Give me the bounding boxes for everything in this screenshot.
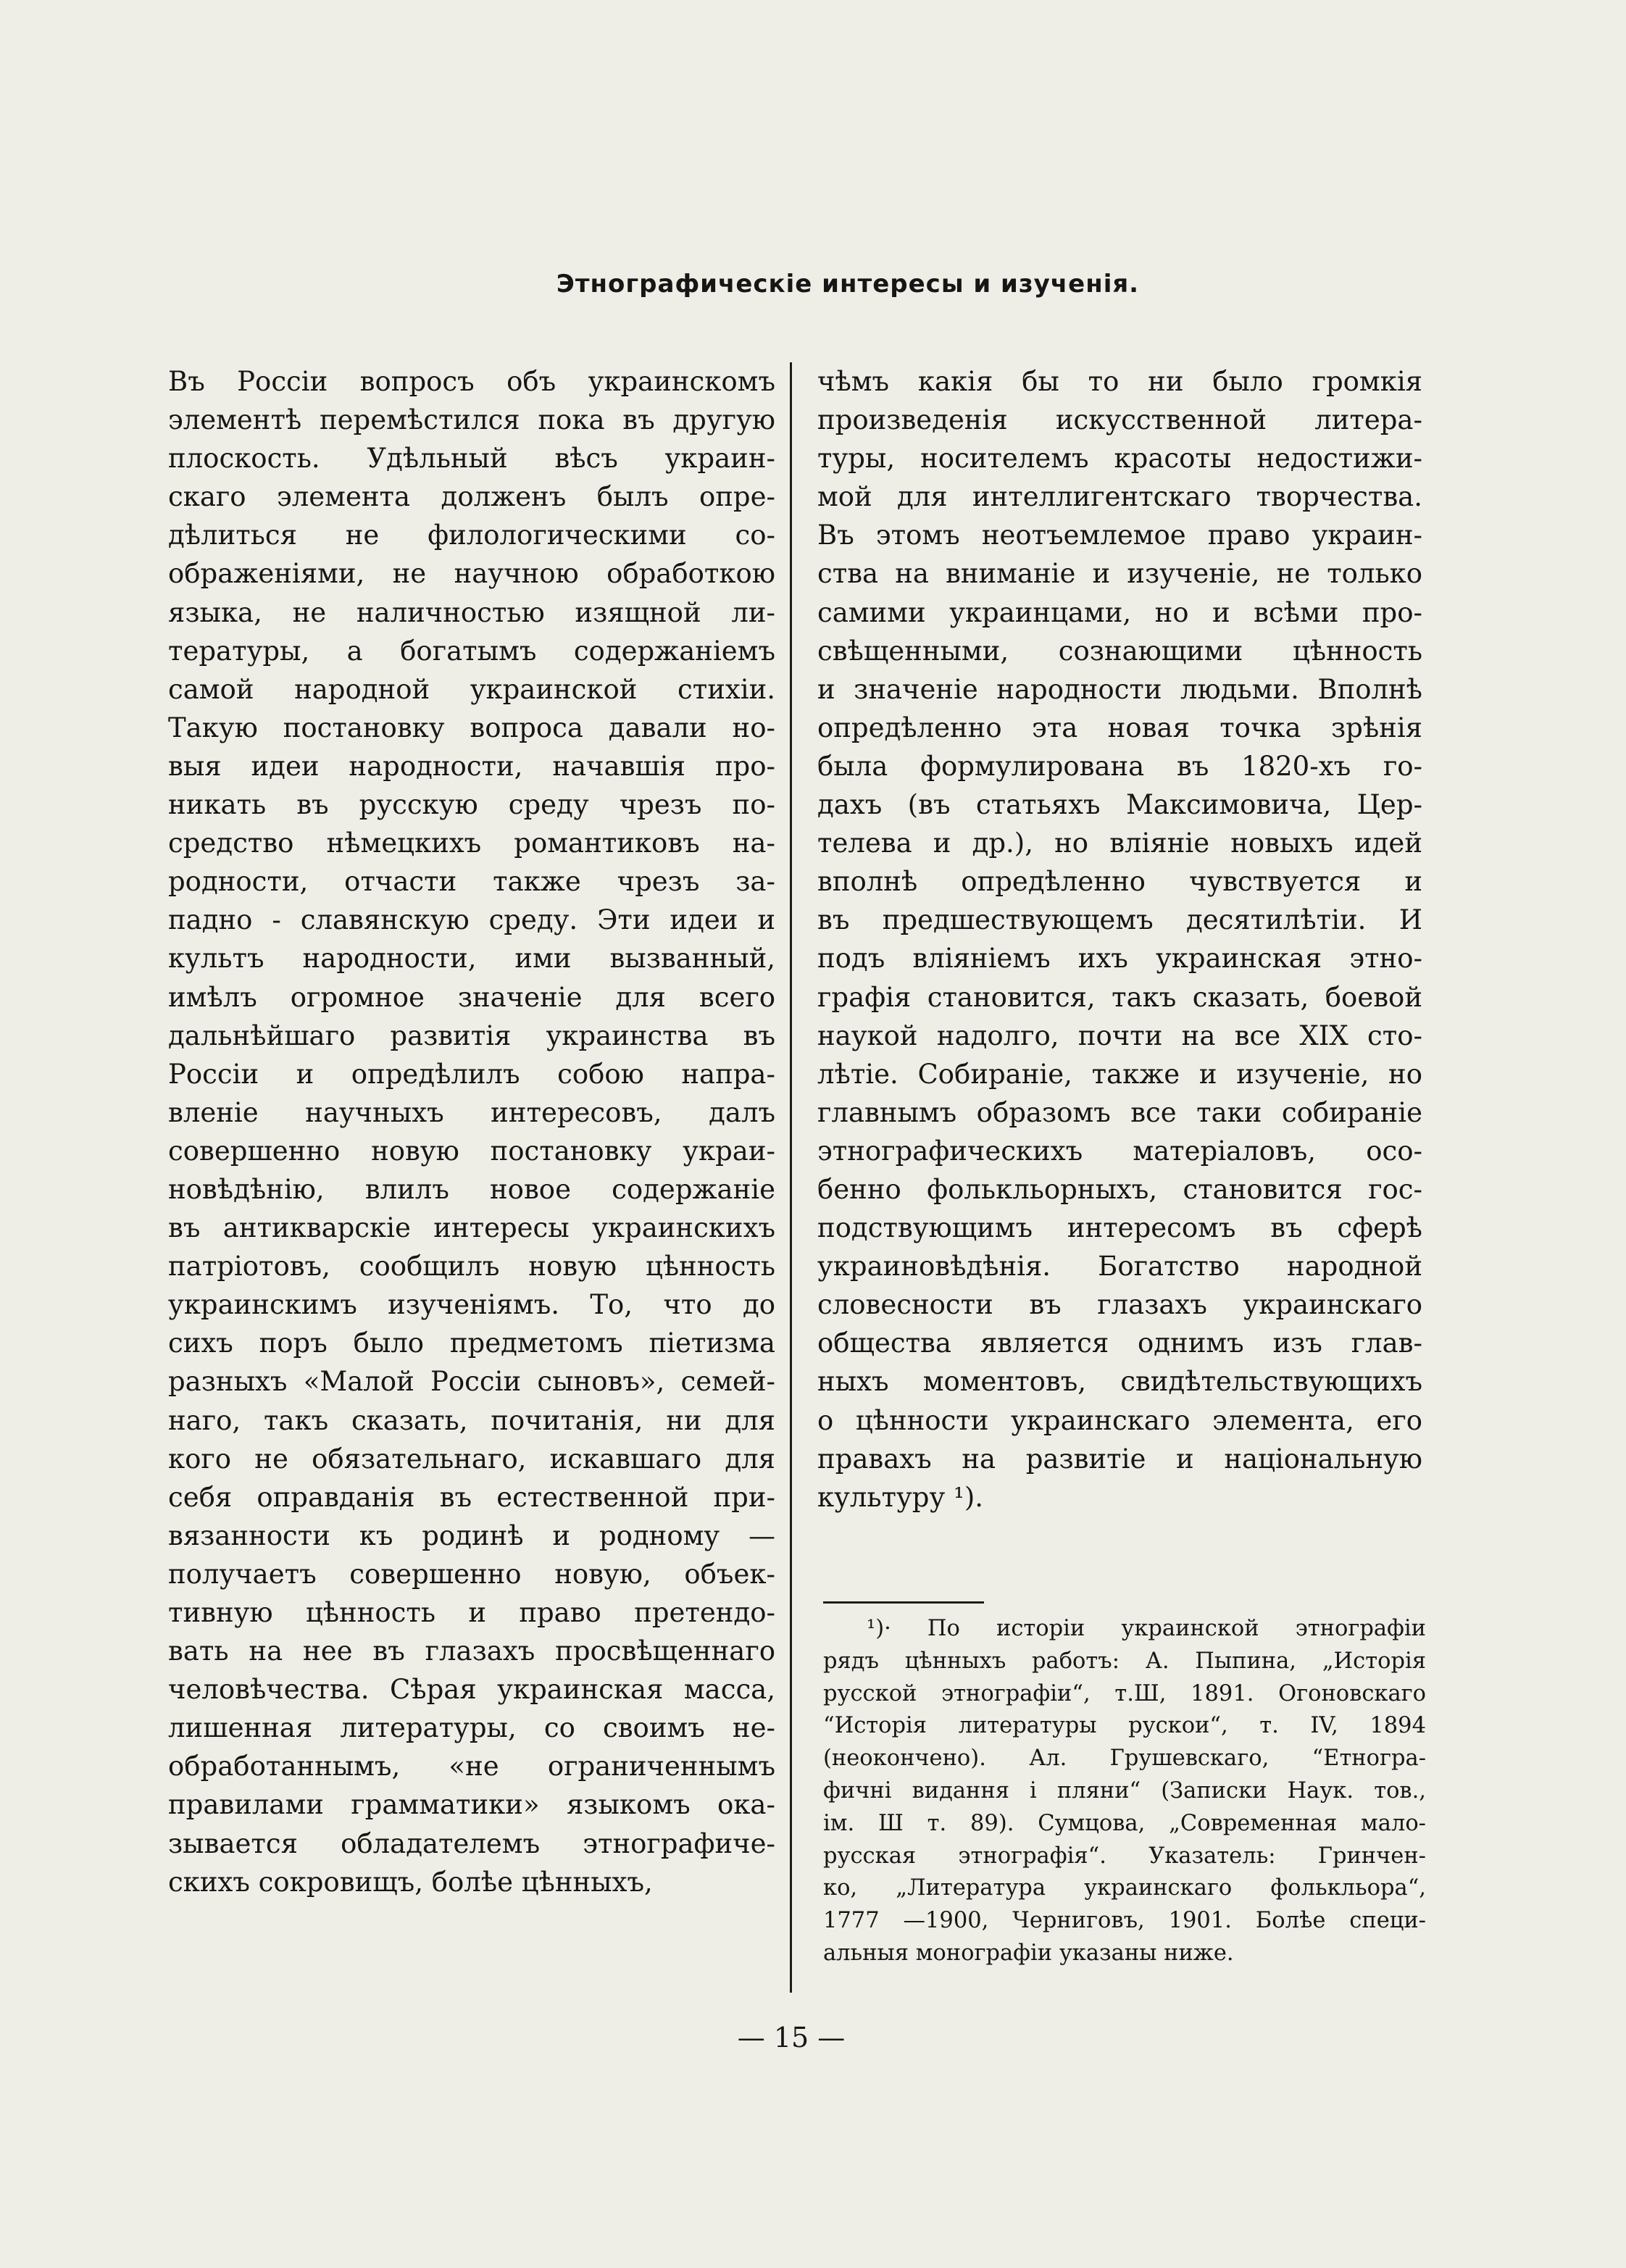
left-text-column (168, 362, 775, 1901)
text-line: въ предшествующемъ десятилѣтіи. И (817, 904, 1422, 936)
text-line: сихъ поръ было предметомъ піетизма (168, 1327, 775, 1359)
text-line: скихъ сокровищъ, болѣе цѣнныхъ, (168, 1866, 653, 1898)
text-line: вленіе научныхъ интересовъ, далъ (168, 1096, 775, 1128)
text-line: плоскость. Удѣльный вѣсъ украин- (168, 443, 775, 475)
footnote-line: русская этнографія“. Указатель: Гринчен- (823, 1843, 1426, 1869)
text-line: выя идеи народности, начавшія про- (168, 750, 775, 782)
text-line: кого не обязательнаго, искавшаго для (168, 1443, 775, 1475)
text-line: украиновѣдѣнія. Богатство народной (817, 1251, 1422, 1283)
text-line: себя оправданія въ естественной при- (168, 1481, 775, 1513)
text-line: тивную цѣнность и право претендо- (168, 1597, 775, 1628)
text-line: дальнѣйшаго развитія украинства въ (168, 1020, 775, 1051)
text-line: наго, такъ сказать, почитанія, ни для (168, 1404, 775, 1436)
footnote-line: ко, „Литература украинскаго фолькльора“, (823, 1875, 1426, 1901)
text-line: скаго элемента долженъ былъ опре- (168, 481, 775, 513)
text-line: элементѣ перемѣстился пока въ другую (168, 404, 775, 436)
text-line: о цѣнности украинскаго элемента, его (817, 1404, 1422, 1436)
text-line: подъ вліяніемъ ихъ украинская этно- (817, 943, 1422, 975)
text-line: ства на вниманіе и изученіе, не только (817, 558, 1422, 590)
text-line: свѣщенными, сознающими цѣнность (817, 635, 1422, 667)
footnote-line: альныя монографіи указаны ниже. (823, 1940, 1234, 1966)
text-line: этнографическихъ матеріаловъ, осо- (817, 1135, 1422, 1167)
footnote (823, 1613, 1426, 1970)
footnote-line: русской этнографіи“, т.Ш, 1891. Огоновскаго (823, 1680, 1426, 1706)
footnote-line: ім. Ш т. 89). Сумцова, „Современная мало- (823, 1810, 1426, 1836)
text-line: лишенная литературы, со своимъ не- (168, 1712, 775, 1744)
section-heading: Этнографическіе интересы и изученія. (556, 270, 1140, 299)
text-line: главнымъ образомъ все таки собираніе (817, 1096, 1422, 1128)
text-line: общества является однимъ изъ глав- (817, 1327, 1422, 1359)
text-line: человѣчества. Сѣрая украинская масса, (168, 1674, 775, 1706)
text-line: вать на нее въ глазахъ просвѣщеннаго (168, 1635, 775, 1667)
text-line: Въ этомъ неотъемлемое право украин- (817, 520, 1422, 551)
text-line: Россіи и опредѣлилъ собою напра- (168, 1058, 775, 1090)
footnote-line: ¹)· По исторіи украинской этнографіи (867, 1616, 1426, 1641)
text-line: самими украинцами, но и всѣми про- (817, 596, 1422, 628)
text-line: словесности въ глазахъ украинскаго (817, 1289, 1422, 1321)
text-line: новѣдѣнію, влилъ новое содержаніе (168, 1173, 775, 1205)
right-text-column (817, 362, 1422, 1517)
text-line: въ антикварскіе интересы украинскихъ (168, 1212, 775, 1244)
text-line: и значеніе народности людьми. Вполнѣ (817, 673, 1422, 705)
text-line: тературы, а богатымъ содержаніемъ (168, 635, 775, 667)
text-line: совершенно новую постановку украи- (168, 1135, 775, 1167)
text-line: подствующимъ интересомъ въ сферѣ (817, 1212, 1422, 1244)
text-line: опредѣленно эта новая точка зрѣнія (817, 712, 1422, 743)
text-line: Такую постановку вопроса давали но- (168, 712, 775, 743)
footnote-line: фичні видання і пляни“ (Записки Наук. тов., (823, 1777, 1426, 1804)
text-line: правилами грамматики» языкомъ ока- (168, 1789, 775, 1821)
text-line: произведенія искусственной литера- (817, 404, 1422, 436)
text-line: родности, отчасти также чрезъ за- (168, 866, 775, 898)
text-line: культъ народности, ими вызванный, (168, 943, 775, 975)
footnote-rule (823, 1601, 984, 1604)
footnote-line: (неокончено). Ал. Грушевскаго, “Етногра- (823, 1746, 1426, 1772)
text-line: средство нѣмецкихъ романтиковъ на- (168, 827, 775, 859)
text-line: украинскимъ изученіямъ. То, что до (168, 1289, 775, 1321)
text-line: никать въ русскую среду чрезъ по- (168, 789, 775, 821)
text-line: получаетъ совершенно новую, объек- (168, 1558, 775, 1590)
text-line: обработаннымъ, «не ограниченнымъ (168, 1751, 775, 1783)
text-line: падно - славянскую среду. Эти идеи и (168, 904, 775, 936)
text-line: вполнѣ опредѣленно чувствуется и (817, 866, 1422, 898)
text-line: чѣмъ какія бы то ни было громкія (817, 366, 1422, 397)
text-line: самой народной украинской стихіи. (168, 673, 775, 705)
text-line: культуру ¹). (817, 1481, 984, 1513)
text-line: туры, носителемъ красоты недостижи- (817, 443, 1422, 475)
text-line: вязанности къ родинѣ и родному — (168, 1519, 775, 1551)
text-line: была формулирована въ 1820-хъ го- (817, 750, 1422, 782)
page-number: — 15 — (737, 2022, 846, 2054)
text-line: лѣтіе. Собираніе, также и изученіе, но (817, 1058, 1422, 1090)
text-line: дѣлиться не филологическими со- (168, 520, 775, 551)
text-line: графія становится, такъ сказать, боевой (817, 981, 1422, 1013)
column-divider (790, 362, 792, 1993)
text-line: мой для интеллигентскаго творчества. (817, 481, 1422, 513)
footnote-line: 1777 —1900, Черниговъ, 1901. Болѣе специ- (823, 1908, 1426, 1934)
text-line: правахъ на развитіе и національную (817, 1443, 1422, 1475)
text-line: дахъ (въ статьяхъ Максимовича, Цер- (817, 789, 1422, 821)
text-line: языка, не наличностью изящной ли- (168, 596, 775, 628)
text-line: телева и др.), но вліяніе новыхъ идей (817, 827, 1422, 859)
text-line: разныхъ «Малой Россіи сыновъ», семей- (168, 1366, 775, 1398)
text-line: зывается обладателемъ этнографиче- (168, 1827, 775, 1859)
text-line: ныхъ моментовъ, свидѣтельствующихъ (817, 1366, 1422, 1398)
text-line: патріотовъ, сообщилъ новую цѣнность (168, 1251, 775, 1283)
text-line: наукой надолго, почти на все XIX сто- (817, 1020, 1422, 1051)
text-line: бенно фолькльорныхъ, становится гос- (817, 1173, 1422, 1205)
text-line: ображеніями, не научною обработкою (168, 558, 775, 590)
text-line: Въ Россіи вопросъ объ украинскомъ (168, 366, 775, 397)
footnote-line: “Исторія литературы рускои“, т. IV, 1894 (823, 1713, 1426, 1739)
text-line: имѣлъ огромное значеніе для всего (168, 981, 775, 1013)
footnote-line: рядъ цѣнныхъ работъ: А. Пыпина, „Исторія (823, 1648, 1426, 1674)
